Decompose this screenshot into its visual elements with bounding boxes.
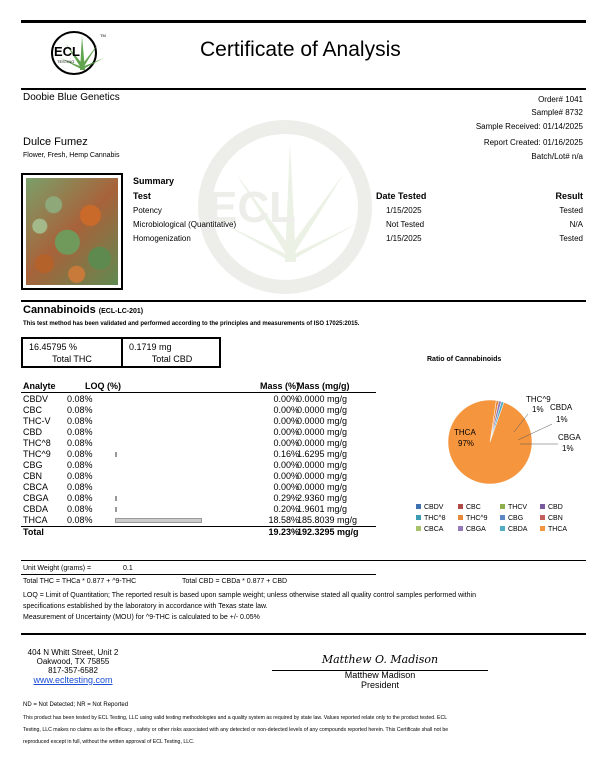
pie-label-name: CBDA (550, 403, 573, 412)
analyte-mass-mg: 185.8039 mg/g (297, 515, 358, 525)
analyte-mass-pct: 0.00% (273, 394, 299, 404)
total-thc-value: 16.45795 % (29, 342, 78, 352)
product-type: Flower, Fresh, Hemp Cannabis (23, 152, 120, 159)
legend-item (540, 504, 563, 511)
total-thc-cell (23, 339, 121, 366)
analyte-loq: 0.08% (67, 427, 93, 437)
analyte-mass-pct: 0.00% (273, 427, 299, 437)
logo-sub: TESTING (57, 59, 75, 64)
table-row (21, 405, 376, 416)
table-row (21, 460, 376, 471)
unit-weight-label: Unit Weight (grams) = (23, 565, 92, 572)
analyte-mass-mg: 0.0000 mg/g (297, 482, 348, 492)
analyte-mass-mg: 2.9360 mg/g (297, 493, 348, 503)
address-line2: Oakwood, TX 75855 (36, 657, 110, 666)
analyte-loq: 0.08% (67, 394, 93, 404)
legend-swatch (540, 526, 545, 531)
legend-label: THCV (508, 504, 528, 511)
order-number: Order# 1041 (538, 95, 583, 104)
legend-label: CBCA (424, 526, 444, 533)
legend-item (416, 504, 443, 511)
analyte-name: CBDV (23, 394, 49, 404)
analyte-mass-mg: 0.0000 mg/g (297, 427, 348, 437)
analyte-name: CBC (23, 405, 43, 415)
legend-swatch (500, 515, 505, 520)
summary-test: Microbiological (Quantitative) (133, 220, 237, 229)
summary-result: N/A (569, 220, 583, 229)
analyte-name: THC-V (23, 416, 51, 426)
analyte-mass-pct: 0.16% (273, 449, 299, 459)
top-rule (21, 20, 586, 23)
legend-label: CBGA (466, 526, 486, 533)
analyte-mass-pct: 0.00% (273, 416, 299, 426)
analyte-mass-pct: 0.00% (273, 460, 299, 470)
legend-swatch (416, 504, 421, 509)
summary-date: 1/15/2025 (386, 234, 422, 243)
analyte-table-header (21, 381, 376, 393)
analyte-name: CBG (23, 460, 43, 470)
analyte-bar (115, 496, 117, 501)
table-row (21, 449, 376, 460)
legend-swatch (458, 504, 463, 509)
analyte-mass-pct: 0.00% (273, 482, 299, 492)
analyte-loq: 0.08% (67, 405, 93, 415)
analyte-loq: 0.08% (67, 493, 93, 503)
chart-title: Ratio of Cannabinoids (427, 356, 502, 363)
total-row (21, 526, 376, 538)
legend-label: CBD (548, 504, 563, 511)
mou-note: Measurement of Uncertainty (MOU) for ^9-THC is calculated to be +/- 0.05% (23, 614, 260, 621)
pie-label-pct: 1% (556, 415, 568, 424)
sample-number: Sample# 8732 (531, 108, 583, 117)
analyte-loq: 0.08% (67, 482, 93, 492)
table-row (21, 394, 376, 405)
notes-rule (21, 560, 586, 561)
analyte-loq: 0.08% (67, 515, 93, 525)
legend-swatch (416, 526, 421, 531)
legend-label: CBN (548, 515, 563, 522)
table-row (21, 427, 376, 438)
pie-label-pct: 97% (458, 439, 475, 448)
analyte-mass-pct: 18.58% (268, 515, 299, 525)
analyte-mass-mg: 0.0000 mg/g (297, 438, 348, 448)
legend-swatch (540, 515, 545, 520)
analyte-bar (115, 518, 202, 523)
table-row (21, 515, 376, 526)
lab-phone: 817-357-6582 (48, 666, 98, 675)
analyte-name: CBDA (23, 504, 49, 514)
client-name: Doobie Blue Genetics (23, 92, 120, 103)
abbreviations: ND = Not Detected; NR = Not Reported (23, 702, 129, 708)
legend-item (416, 515, 446, 522)
summary-heading: Summary (133, 176, 175, 186)
analyte-mass-mg: 0.0000 mg/g (297, 405, 348, 415)
legend-label: THCA (548, 526, 568, 533)
legend-label: THC^9 (466, 515, 488, 522)
legend-swatch (500, 526, 505, 531)
logo-tm: TM (100, 33, 106, 38)
batch-lot: Batch/Lot# n/a (531, 152, 583, 161)
analyte-mass-pct: 0.20% (273, 504, 299, 514)
total-thc-label: Total THC (52, 354, 92, 364)
cbd-formula: Total CBD = CBDa * 0.877 + CBD (182, 578, 288, 585)
loq-note-line1: LOQ = Limit of Quantitation; The reported result is based upon sample weight; unless otherwise stated all quality control samples performed within (23, 592, 476, 599)
total-cbd-value: 0.1719 mg (129, 342, 172, 352)
table-row (21, 482, 376, 493)
summary-col-result: Result (555, 191, 583, 201)
legend-label: CBG (508, 515, 524, 522)
lab-website-link[interactable]: www.ecltesting.com (33, 675, 113, 685)
analyte-name: CBD (23, 427, 43, 437)
pie-label-pct: 1% (562, 444, 574, 453)
sample-photo (26, 178, 118, 285)
analyte-name: CBN (23, 471, 43, 481)
legend-swatch (540, 504, 545, 509)
analyte-mass-mg: 1.6295 mg/g (297, 449, 348, 459)
summary-date: 1/15/2025 (386, 206, 422, 215)
signature: Matthew O. Madison (321, 653, 439, 666)
legend-label: CBDV (424, 504, 444, 511)
summary-test: Homogenization (133, 234, 191, 243)
table-row (21, 471, 376, 482)
unit-weight-value: 0.1 (123, 565, 133, 572)
legend-item (500, 526, 527, 533)
sample-received: Sample Received: 01/14/2025 (475, 122, 583, 131)
total-mass-mg: 192.3295 mg/g (297, 527, 359, 537)
legend-item (416, 526, 443, 533)
totals-box (21, 337, 221, 368)
table-row (21, 493, 376, 504)
pie-label-name: THCA (454, 428, 476, 437)
table-row (21, 438, 376, 449)
cannabinoids-code: (ECL-LC-201) (98, 308, 144, 315)
signer-name: Matthew Madison (344, 670, 416, 680)
loq-note-line2: specifications established by the laboratory in accordance with Texas state law. (23, 603, 268, 610)
summary-result: Tested (559, 206, 583, 215)
analyte-name: THC^9 (23, 449, 51, 459)
analyte-mass-mg: 0.0000 mg/g (297, 394, 348, 404)
legend-swatch (416, 515, 421, 520)
total-cbd-label: Total CBD (151, 354, 193, 364)
analyte-mass-pct: 0.29% (273, 493, 299, 503)
legend-item (458, 515, 488, 522)
col-loq: LOQ (%) (85, 381, 121, 391)
legend-item (458, 504, 481, 511)
header-rule (21, 88, 586, 90)
legend-label: THC^8 (424, 515, 446, 522)
disclaimer-line2: Testing, LLC makes no claims as to the efficacy , safety or other risks associated with any detected or non-detected levels of any compounds reported herein. This Certificate shall not be (23, 727, 449, 733)
analyte-bar (115, 452, 117, 457)
disclaimer-line1: This product has been tested by ECL Testing, LLC using valid testing methodologies and a quality system as required by state law. Values reported relate only to the product tested. ECL (23, 715, 448, 721)
method-statement: This test method has been validated and performed according to the principles and measurements of ISO 17025:2015. (23, 321, 360, 327)
total-label: Total (23, 527, 44, 537)
legend-label: CBC (466, 504, 481, 511)
col-analyte: Analyte (23, 381, 56, 391)
analyte-loq: 0.08% (67, 438, 93, 448)
cannabinoid-pie-chart (410, 380, 590, 500)
table-row (21, 416, 376, 427)
summary-result: Tested (559, 234, 583, 243)
lab-address (23, 648, 123, 685)
legend-swatch (500, 504, 505, 509)
analyte-name: CBCA (23, 482, 49, 492)
cannabinoids-title-text: Cannabinoids (23, 304, 96, 316)
address-line1: 404 N Whitt Street, Unit 2 (27, 648, 119, 657)
analyte-name: CBGA (23, 493, 49, 503)
legend-item (540, 526, 567, 533)
report-created: Report Created: 01/16/2025 (483, 138, 583, 147)
legend-swatch (458, 526, 463, 531)
watermark-text: ECL (208, 183, 296, 232)
analyte-mass-pct: 0.00% (273, 471, 299, 481)
analyte-name: THCA (23, 515, 48, 525)
analyte-loq: 0.08% (67, 449, 93, 459)
analyte-loq: 0.08% (67, 504, 93, 514)
section-rule (21, 300, 586, 302)
legend-item (458, 526, 486, 533)
footer-rule (21, 633, 586, 635)
total-mass-pct: 19.23% (268, 527, 299, 537)
page-title: Certificate of Analysis (200, 38, 401, 61)
analyte-bar (115, 507, 117, 512)
summary-test: Potency (133, 206, 162, 215)
legend-item (500, 504, 527, 511)
summary-date: Not Tested (386, 220, 425, 229)
legend-item (540, 515, 563, 522)
summary-col-date: Date Tested (376, 191, 427, 201)
analyte-loq: 0.08% (67, 460, 93, 470)
analyte-mass-mg: 1.9601 mg/g (297, 504, 348, 514)
ecl-logo (48, 30, 110, 76)
analyte-name: THC^8 (23, 438, 51, 448)
signer-title: President (360, 680, 400, 690)
sample-photo-frame (21, 173, 123, 290)
analyte-loq: 0.08% (67, 471, 93, 481)
table-row (21, 504, 376, 515)
col-mass-mg: Mass (mg/g) (297, 381, 350, 391)
analyte-mass-pct: 0.00% (273, 405, 299, 415)
pie-label-pct: 1% (532, 405, 544, 414)
analyte-loq: 0.08% (67, 416, 93, 426)
col-mass-pct: Mass (%) (259, 381, 299, 391)
disclaimer-line3: reproduced except in full, without the written approval of ECL Testing, LLC. (23, 739, 195, 745)
legend-item (500, 515, 523, 522)
unit-weight-rule (21, 574, 376, 575)
total-cbd-cell (121, 339, 221, 366)
pie-label-name: CBGA (558, 433, 581, 442)
product-name: Dulce Fumez (23, 136, 88, 148)
pie-label-name: THC^9 (526, 395, 551, 404)
cannabinoids-title (23, 304, 143, 316)
thc-formula: Total THC = THCa * 0.877 + ^9-THC (23, 578, 137, 585)
logo-text: ECL (54, 44, 80, 59)
analyte-mass-mg: 0.0000 mg/g (297, 471, 348, 481)
watermark-logo (190, 112, 380, 302)
legend-swatch (458, 515, 463, 520)
analyte-mass-pct: 0.00% (273, 438, 299, 448)
analyte-mass-mg: 0.0000 mg/g (297, 460, 348, 470)
summary-col-test: Test (133, 191, 151, 201)
analyte-mass-mg: 0.0000 mg/g (297, 416, 348, 426)
legend-label: CBDA (508, 526, 528, 533)
